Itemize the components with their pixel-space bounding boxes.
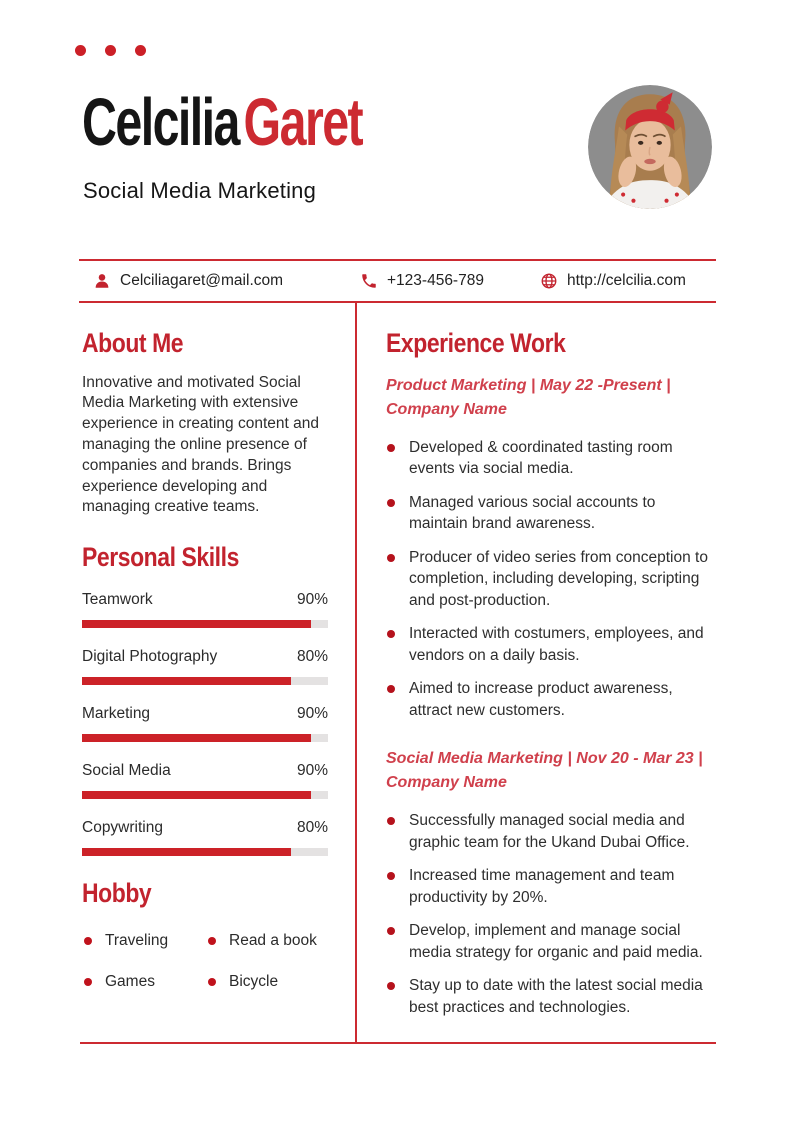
job-bullet: Interacted with costumers, employees, and vendors on a daily basis. [386, 623, 718, 666]
profile-photo-illustration [588, 85, 712, 209]
skill-row [82, 704, 328, 742]
about-text: Innovative and motivated Social Media Marketing with extensive experience in creating content and managing the online presence of companies and brands. Brings experience developing and managing creative teams. [82, 373, 319, 516]
dot-icon [135, 45, 146, 56]
skill-row [82, 761, 328, 799]
contact-phone[interactable] [360, 261, 484, 301]
skill-head [82, 590, 328, 610]
skill-row [82, 818, 328, 856]
skill-bar-track [82, 620, 328, 628]
job-bullet-list [386, 437, 718, 722]
decorative-dots [75, 45, 146, 56]
skill-percent: 80% [296, 647, 328, 665]
job-bullet: Successfully managed social media and graphic team for the Ukand Dubai Office. [386, 810, 718, 853]
bottom-rule [80, 1042, 716, 1044]
skills-list [82, 590, 328, 856]
skill-percent: 90% [296, 761, 328, 779]
first-name: Celcilia [82, 85, 239, 161]
skill-bar-track [82, 677, 328, 685]
job-bullet: Stay up to date with the latest social media best practices and technologies. [386, 975, 718, 1018]
hobby-title: Hobby [82, 877, 152, 908]
experience-jobs [386, 374, 718, 1019]
skill-bar-track [82, 791, 328, 799]
contact-website[interactable] [540, 261, 686, 301]
skill-label: Teamwork [82, 590, 153, 608]
skill-bar-fill [82, 734, 311, 742]
job-heading: Social Media Marketing | Nov 20 - Mar 23 | Company Name [386, 750, 703, 792]
skill-head [82, 704, 328, 724]
column-divider [355, 301, 357, 1043]
phone-text: +123-456-789 [387, 272, 484, 289]
list-item: Games [82, 972, 206, 992]
dot-icon [75, 45, 86, 56]
job-bullet: Producer of video series from conception to completion, including developing, scripting and post-production. [386, 547, 718, 612]
job-bullet: Develop, implement and manage social media strategy for organic and paid media. [386, 920, 718, 963]
skill-bar-fill [82, 677, 291, 685]
about-title: About Me [82, 328, 184, 358]
globe-icon [540, 272, 558, 290]
skill-percent: 90% [296, 590, 328, 608]
skill-bar-track [82, 734, 328, 742]
job-entry [386, 747, 718, 1018]
skill-percent: 80% [296, 818, 328, 836]
skill-percent: 90% [296, 704, 328, 722]
contact-email[interactable] [93, 261, 283, 301]
right-column [386, 300, 718, 1030]
skill-head [82, 761, 328, 781]
website-text: http://celcilia.com [567, 272, 686, 289]
left-column [82, 300, 328, 992]
skill-label: Digital Photography [82, 647, 218, 665]
job-heading: Product Marketing | May 22 -Present | Company Name [386, 376, 671, 418]
skill-bar-fill [82, 848, 291, 856]
person-icon [93, 272, 111, 290]
job-bullet: Increased time management and team productivity by 20%. [386, 865, 718, 908]
job-entry [386, 374, 718, 722]
dot-icon [105, 45, 116, 56]
email-text: Celciliagaret@mail.com [120, 272, 284, 289]
page-title [82, 85, 363, 161]
list-item: Read a book [206, 931, 328, 951]
job-bullet: Managed various social accounts to maintain brand awareness. [386, 492, 718, 535]
contact-bar [79, 259, 716, 303]
job-bullet: Developed & coordinated tasting room events via social media. [386, 437, 718, 480]
avatar [588, 85, 712, 209]
skill-bar-track [82, 848, 328, 856]
skill-label: Marketing [82, 704, 151, 722]
skill-row [82, 647, 328, 685]
list-item: Bicycle [206, 972, 328, 992]
skill-label: Copywriting [82, 818, 163, 836]
skill-head [82, 647, 328, 667]
skill-bar-fill [82, 791, 311, 799]
experience-title: Experience Work [386, 328, 566, 358]
skill-row [82, 590, 328, 628]
job-bullet-list [386, 810, 718, 1018]
job-bullet: Aimed to increase product awareness, attract new customers. [386, 678, 718, 721]
skill-bar-fill [82, 620, 311, 628]
list-item: Traveling [82, 931, 206, 951]
phone-icon [360, 272, 378, 290]
skill-label: Social Media [82, 761, 171, 779]
job-title: Social Media Marketing [83, 178, 317, 203]
hobby-list [82, 931, 328, 992]
skills-title: Personal Skills [82, 542, 239, 573]
skill-head [82, 818, 328, 838]
last-name: Garet [243, 85, 363, 161]
